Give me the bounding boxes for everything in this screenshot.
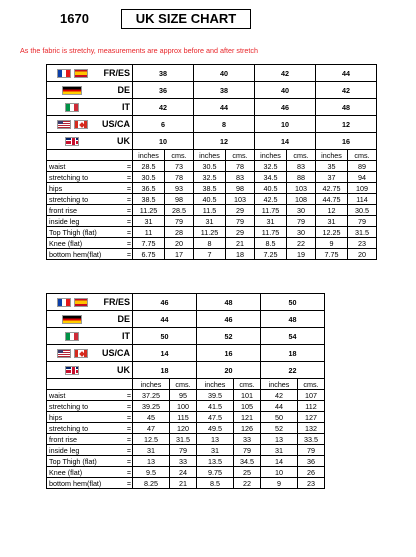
region-label: UK: [117, 365, 131, 375]
value-cms: 17: [165, 249, 194, 260]
region-cell: [47, 328, 133, 345]
size-number: 42: [133, 99, 194, 116]
size-number: 46: [197, 311, 261, 328]
measurement-label: hips: [47, 412, 121, 423]
value-inches: 31: [316, 216, 348, 227]
value-cms: 79: [287, 216, 316, 227]
size-number: 42: [316, 82, 377, 99]
value-inches: 31: [197, 445, 234, 456]
unit-cms-label: cms.: [165, 150, 194, 161]
measurement-label: front rise: [47, 434, 121, 445]
unit-inches-label: inches: [316, 150, 348, 161]
value-cms: 31.5: [170, 434, 197, 445]
equals-sign: =: [121, 194, 133, 205]
measurement-label: inside leg: [47, 216, 121, 227]
value-cms: 18: [226, 249, 255, 260]
measurement-label: waist: [47, 161, 121, 172]
size-number: 16: [316, 133, 377, 150]
measurement-row: [47, 238, 377, 249]
value-inches: 44: [261, 401, 298, 412]
region-label: FR/ES: [103, 297, 131, 307]
unit-cms-label: cms.: [348, 150, 377, 161]
value-cms: 36: [298, 456, 325, 467]
size-number: 6: [133, 116, 194, 133]
value-inches: 6.75: [133, 249, 165, 260]
value-inches: 7: [194, 249, 226, 260]
measurement-label: hips: [47, 183, 121, 194]
value-inches: 9: [261, 478, 298, 489]
size-number: 18: [133, 362, 197, 379]
unit-inches-label: inches: [197, 379, 234, 390]
measurement-label: Knee (flat): [47, 467, 121, 478]
equals-sign: =: [121, 183, 133, 194]
value-inches: 31: [133, 445, 170, 456]
uk-flag-icon: [65, 137, 79, 146]
value-inches: 41.5: [197, 401, 234, 412]
value-cms: 21: [170, 478, 197, 489]
value-cms: 33.5: [298, 434, 325, 445]
measurement-label: stretching to: [47, 423, 121, 434]
measurement-row: [47, 194, 377, 205]
value-inches: 47.5: [197, 412, 234, 423]
canada-flag-icon: [74, 120, 88, 129]
value-inches: 10: [261, 467, 298, 478]
value-cms: 98: [226, 183, 255, 194]
value-cms: 79: [298, 445, 325, 456]
value-inches: 30.5: [133, 172, 165, 183]
size-number: 42: [255, 65, 316, 82]
size-header-row: [47, 99, 377, 116]
canada-flag-icon: [74, 349, 88, 358]
value-inches: 8.5: [255, 238, 287, 249]
size-header-row: [47, 311, 325, 328]
size-header-row: [47, 116, 377, 133]
measurement-label: stretching to: [47, 172, 121, 183]
size-number: 52: [197, 328, 261, 345]
value-inches: 31: [133, 216, 165, 227]
value-inches: 40.5: [255, 183, 287, 194]
measurement-label: stretching to: [47, 401, 121, 412]
region-label: DE: [117, 85, 131, 95]
value-cms: 20: [165, 238, 194, 249]
value-cms: 101: [234, 390, 261, 401]
value-inches: 37: [316, 172, 348, 183]
measurement-row: [47, 161, 377, 172]
value-cms: 29: [226, 227, 255, 238]
region-cell: [47, 99, 133, 116]
value-inches: 13: [133, 456, 170, 467]
stretch-note: As the fabric is stretchy, measurements are approx before and after stretch: [20, 46, 258, 55]
value-cms: 79: [165, 216, 194, 227]
value-cms: 93: [165, 183, 194, 194]
measurement-row: [47, 227, 377, 238]
blank-cell: [47, 150, 133, 161]
unit-cms-label: cms.: [234, 379, 261, 390]
value-inches: 11.75: [255, 205, 287, 216]
unit-cms-label: cms.: [170, 379, 197, 390]
value-inches: 11.25: [194, 227, 226, 238]
value-cms: 19: [287, 249, 316, 260]
italy-flag-icon: [65, 103, 79, 112]
value-cms: 34.5: [234, 456, 261, 467]
value-inches: 31: [194, 216, 226, 227]
value-inches: 11.5: [194, 205, 226, 216]
value-cms: 79: [348, 216, 377, 227]
page-title: UK SIZE CHART: [121, 9, 251, 29]
value-cms: 22: [234, 478, 261, 489]
value-cms: 132: [298, 423, 325, 434]
measurement-label: Knee (flat): [47, 238, 121, 249]
value-inches: 39.5: [197, 390, 234, 401]
blank-cell: [47, 379, 133, 390]
region-label: IT: [122, 331, 131, 341]
size-chart-table-1: [46, 64, 377, 260]
measurement-row: [47, 423, 325, 434]
value-cms: 103: [226, 194, 255, 205]
value-inches: 37.25: [133, 390, 170, 401]
size-number: 10: [255, 116, 316, 133]
measurement-row: [47, 183, 377, 194]
measurement-label: bottom hem(flat): [47, 249, 121, 260]
size-number: 48: [316, 99, 377, 116]
equals-sign: =: [121, 467, 133, 478]
value-cms: 127: [298, 412, 325, 423]
value-cms: 28: [165, 227, 194, 238]
size-number: 12: [316, 116, 377, 133]
region-cell: [47, 116, 133, 133]
equals-sign: =: [121, 249, 133, 260]
value-inches: 34.5: [255, 172, 287, 183]
value-cms: 20: [348, 249, 377, 260]
size-number: 46: [133, 294, 197, 311]
value-inches: 36.5: [133, 183, 165, 194]
measurement-row: [47, 390, 325, 401]
size-header-row: [47, 362, 325, 379]
value-inches: 32.5: [255, 161, 287, 172]
size-number: 40: [194, 65, 255, 82]
value-cms: 79: [170, 445, 197, 456]
value-cms: 79: [226, 216, 255, 227]
region-label: UK: [117, 136, 131, 146]
value-inches: 38.5: [194, 183, 226, 194]
equals-sign: =: [121, 456, 133, 467]
value-inches: 30.5: [194, 161, 226, 172]
france-flag-icon: [57, 69, 71, 78]
value-inches: 12.5: [133, 434, 170, 445]
size-number: 36: [133, 82, 194, 99]
region-cell: [47, 65, 133, 82]
value-cms: 30.5: [348, 205, 377, 216]
value-cms: 83: [287, 161, 316, 172]
value-inches: 31: [255, 216, 287, 227]
units-row: [47, 379, 325, 390]
size-number: 12: [194, 133, 255, 150]
region-cell: [47, 294, 133, 311]
value-cms: 22: [287, 238, 316, 249]
unit-inches-label: inches: [261, 379, 298, 390]
value-inches: 8.25: [133, 478, 170, 489]
equals-sign: =: [121, 445, 133, 456]
value-cms: 73: [165, 161, 194, 172]
spain-flag-icon: [74, 69, 88, 78]
measurement-row: [47, 172, 377, 183]
value-inches: 7.25: [255, 249, 287, 260]
measurement-row: [47, 216, 377, 227]
units-row: [47, 150, 377, 161]
value-cms: 83: [226, 172, 255, 183]
size-header-row: [47, 345, 325, 362]
value-cms: 94: [348, 172, 377, 183]
measurement-row: [47, 456, 325, 467]
value-inches: 47: [133, 423, 170, 434]
region-cell: [47, 82, 133, 99]
size-number: 10: [133, 133, 194, 150]
size-number: 38: [194, 82, 255, 99]
value-cms: 26: [298, 467, 325, 478]
value-cms: 100: [170, 401, 197, 412]
unit-inches-label: inches: [133, 150, 165, 161]
equals-sign: =: [121, 401, 133, 412]
value-inches: 49.5: [197, 423, 234, 434]
value-inches: 14: [261, 456, 298, 467]
measurement-label: waist: [47, 390, 121, 401]
region-cell: [47, 345, 133, 362]
value-inches: 11.75: [255, 227, 287, 238]
equals-sign: =: [121, 412, 133, 423]
value-inches: 32.5: [194, 172, 226, 183]
value-cms: 79: [234, 445, 261, 456]
size-number: 18: [261, 345, 325, 362]
measurement-row: [47, 445, 325, 456]
value-cms: 33: [234, 434, 261, 445]
value-inches: 35: [316, 161, 348, 172]
value-cms: 23: [298, 478, 325, 489]
value-inches: 7.75: [133, 238, 165, 249]
size-number: 54: [261, 328, 325, 345]
value-cms: 120: [170, 423, 197, 434]
region-label: US/CA: [102, 348, 131, 358]
measurement-label: bottom hem(flat): [47, 478, 121, 489]
value-cms: 107: [298, 390, 325, 401]
equals-sign: =: [121, 423, 133, 434]
spain-flag-icon: [74, 298, 88, 307]
value-inches: 42: [261, 390, 298, 401]
value-inches: 9.75: [197, 467, 234, 478]
size-header-row: [47, 82, 377, 99]
value-cms: 105: [234, 401, 261, 412]
usa-flag-icon: [57, 120, 71, 129]
value-inches: 8: [194, 238, 226, 249]
unit-cms-label: cms.: [287, 150, 316, 161]
germany-flag-icon: [62, 86, 82, 95]
value-cms: 78: [226, 161, 255, 172]
value-inches: 13: [261, 434, 298, 445]
region-cell: [47, 362, 133, 379]
value-cms: 115: [170, 412, 197, 423]
equals-sign: =: [121, 478, 133, 489]
germany-flag-icon: [62, 315, 82, 324]
value-cms: 24: [170, 467, 197, 478]
size-number: 8: [194, 116, 255, 133]
region-label: US/CA: [102, 119, 131, 129]
value-inches: 12: [316, 205, 348, 216]
value-inches: 11: [133, 227, 165, 238]
value-cms: 114: [348, 194, 377, 205]
value-cms: 30: [287, 227, 316, 238]
unit-inches-label: inches: [133, 379, 170, 390]
value-cms: 30: [287, 205, 316, 216]
size-number: 20: [197, 362, 261, 379]
value-inches: 7.75: [316, 249, 348, 260]
equals-sign: =: [121, 390, 133, 401]
value-inches: 11.25: [133, 205, 165, 216]
size-header-row: [47, 328, 325, 345]
region-cell: [47, 133, 133, 150]
value-cms: 89: [348, 161, 377, 172]
measurement-row: [47, 205, 377, 216]
measurement-row: [47, 249, 377, 260]
measurement-row: [47, 412, 325, 423]
value-inches: 9: [316, 238, 348, 249]
size-header-row: [47, 65, 377, 82]
value-cms: 109: [348, 183, 377, 194]
size-number: 46: [255, 99, 316, 116]
uk-flag-icon: [65, 366, 79, 375]
size-number: 38: [133, 65, 194, 82]
value-cms: 95: [170, 390, 197, 401]
value-inches: 44.75: [316, 194, 348, 205]
equals-sign: =: [121, 434, 133, 445]
size-number: 44: [316, 65, 377, 82]
region-label: IT: [122, 102, 131, 112]
unit-inches-label: inches: [255, 150, 287, 161]
france-flag-icon: [57, 298, 71, 307]
value-inches: 31: [261, 445, 298, 456]
value-cms: 78: [165, 172, 194, 183]
size-chart-table-2: [46, 293, 325, 489]
region-label: DE: [117, 314, 131, 324]
value-cms: 31.5: [348, 227, 377, 238]
unit-inches-label: inches: [194, 150, 226, 161]
unit-cms-label: cms.: [226, 150, 255, 161]
value-cms: 98: [165, 194, 194, 205]
value-inches: 38.5: [133, 194, 165, 205]
value-inches: 12.25: [316, 227, 348, 238]
value-inches: 45: [133, 412, 170, 423]
size-number: 44: [133, 311, 197, 328]
value-cms: 121: [234, 412, 261, 423]
value-cms: 126: [234, 423, 261, 434]
size-number: 14: [133, 345, 197, 362]
equals-sign: =: [121, 238, 133, 249]
value-cms: 23: [348, 238, 377, 249]
value-inches: 42.5: [255, 194, 287, 205]
measurement-row: [47, 467, 325, 478]
equals-sign: =: [121, 227, 133, 238]
value-inches: 42.75: [316, 183, 348, 194]
size-number: 48: [197, 294, 261, 311]
size-number: 16: [197, 345, 261, 362]
product-code: 1670: [60, 11, 89, 26]
equals-sign: =: [121, 205, 133, 216]
region-label: FR/ES: [103, 68, 131, 78]
usa-flag-icon: [57, 349, 71, 358]
value-cms: 108: [287, 194, 316, 205]
value-cms: 103: [287, 183, 316, 194]
size-number: 44: [194, 99, 255, 116]
value-inches: 8.5: [197, 478, 234, 489]
measurement-row: [47, 478, 325, 489]
value-inches: 13.5: [197, 456, 234, 467]
size-number: 40: [255, 82, 316, 99]
equals-sign: =: [121, 161, 133, 172]
value-inches: 40.5: [194, 194, 226, 205]
unit-cms-label: cms.: [298, 379, 325, 390]
measurement-row: [47, 434, 325, 445]
value-cms: 25: [234, 467, 261, 478]
value-inches: 52: [261, 423, 298, 434]
value-inches: 13: [197, 434, 234, 445]
measurement-label: inside leg: [47, 445, 121, 456]
value-inches: 9.5: [133, 467, 170, 478]
measurement-label: front rise: [47, 205, 121, 216]
measurement-row: [47, 401, 325, 412]
size-header-row: [47, 133, 377, 150]
measurement-label: Top Thigh (flat): [47, 456, 121, 467]
value-cms: 28.5: [165, 205, 194, 216]
size-header-row: [47, 294, 325, 311]
measurement-label: stretching to: [47, 194, 121, 205]
value-inches: 50: [261, 412, 298, 423]
italy-flag-icon: [65, 332, 79, 341]
size-number: 50: [261, 294, 325, 311]
value-cms: 21: [226, 238, 255, 249]
size-number: 14: [255, 133, 316, 150]
value-cms: 33: [170, 456, 197, 467]
value-inches: 28.5: [133, 161, 165, 172]
size-number: 22: [261, 362, 325, 379]
value-cms: 29: [226, 205, 255, 216]
equals-sign: =: [121, 216, 133, 227]
equals-sign: =: [121, 172, 133, 183]
value-cms: 112: [298, 401, 325, 412]
value-inches: 39.25: [133, 401, 170, 412]
size-number: 48: [261, 311, 325, 328]
region-cell: [47, 311, 133, 328]
measurement-label: Top Thigh (flat): [47, 227, 121, 238]
size-number: 50: [133, 328, 197, 345]
value-cms: 88: [287, 172, 316, 183]
